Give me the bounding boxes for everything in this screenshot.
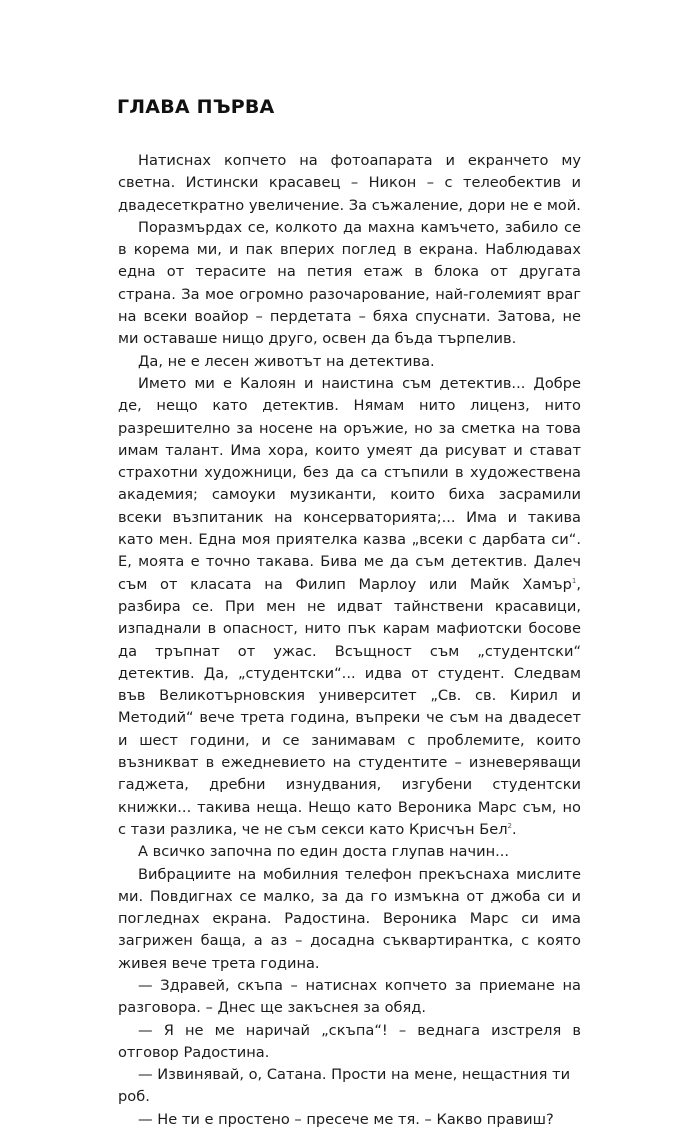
footnote-marker[interactable]: 1 — [571, 576, 577, 585]
paragraph — [118, 373, 581, 841]
chapter-body — [118, 150, 581, 1131]
dialogue-line: — Я не ме наричай „скъпа“! – веднага изстреля в отговор Радостина. — [118, 1021, 581, 1061]
paragraph: Вибрациите на мобилния телефон прекъснаха мислите ми. Повдигнах се малко, за да го измъкна от джоба си и погледнах екрана. Радостина. Вероника Марс си има загрижен баща, а аз – досадна съквартирантка, с която живея вече трета година. — [118, 865, 581, 972]
paragraph: Натиснах копчето на фотоапарата и екранчето му светна. Истински красавец – Никон – с телеобектив и двадесеткратно увеличение. За съжаление, дори не е мой. — [118, 152, 581, 214]
paragraph-text: , разбира се. При мен не идват тайнствени красавици, изпаднали в опасност, нито пък карам мафиотски босове да тръпнат от ужас. Всъщност съм „студентски“ детектив. Да, „студентски“... идва от студент. Следвам във Великотърновския университет „Св. св. Кирил и Методий“ вече трета година, въпреки че съм на двадесет и шест години, и се занимавам с проблемите, които възникват в ежедневието на студентите – изневеряващи гаджета, дребни изнудвания, изгубени студентски книжки... такива неща. Нещо като Вероника Марс съм, но с тази разлика, че не съм секси като Крисчън Бел — [118, 575, 581, 838]
dialogue-line: — Здравей, скъпа – натиснах копчето за приемане на разговора. – Днес ще закъснея за обяд. — [118, 976, 581, 1017]
dialogue-line: — Не ти е простено – пресече ме тя. – Какво правиш? — [138, 1110, 554, 1128]
paragraph: Да, не е лесен животът на детектива. — [138, 352, 435, 370]
paragraph: Поразмърдах се, колкото да махна камъчето, забило се в корема ми, и пак вперих поглед в екрана. Наблюдавах една от терасите на петия етаж в блока от другата страна. За мое огромно разочарование, най-големият враг на всеки воайор – пердетата – бяха спуснати. Затова, не ми оставаше нищо друго, освен да бъда търпелив. — [118, 218, 581, 348]
dialogue-line: — Извинявай, о, Сатана. Прости на мене, нещастния ти роб. — [118, 1066, 571, 1106]
footnote-marker[interactable]: 2 — [507, 822, 513, 831]
chapter-title: ГЛАВА ПЪРВА — [117, 96, 275, 118]
paragraph-text: Името ми е Калоян и наистина съм детектив... Добре де, нещо като детектив. Нямам нито лиценз, нито разрешително за носене на оръжие, но за сметка на това имам талант. Има хора, които умеят да рисуват и стават страхотни художници, без да са стъпили в художествена академия; самоуки музиканти, които биха засрамили всеки възпитаник на консерваторията;... Има и такива като мен. Една моя приятелка казва „всеки с дарбата си“. Е, моята е точно такава. Бива ме да съм детектив. Далеч съм от класата на Филип Марлоу или Майк Хамър — [118, 374, 581, 593]
paragraph-text: . — [512, 820, 517, 838]
paragraph: А всичко започна по един доста глупав начин... — [138, 843, 510, 861]
